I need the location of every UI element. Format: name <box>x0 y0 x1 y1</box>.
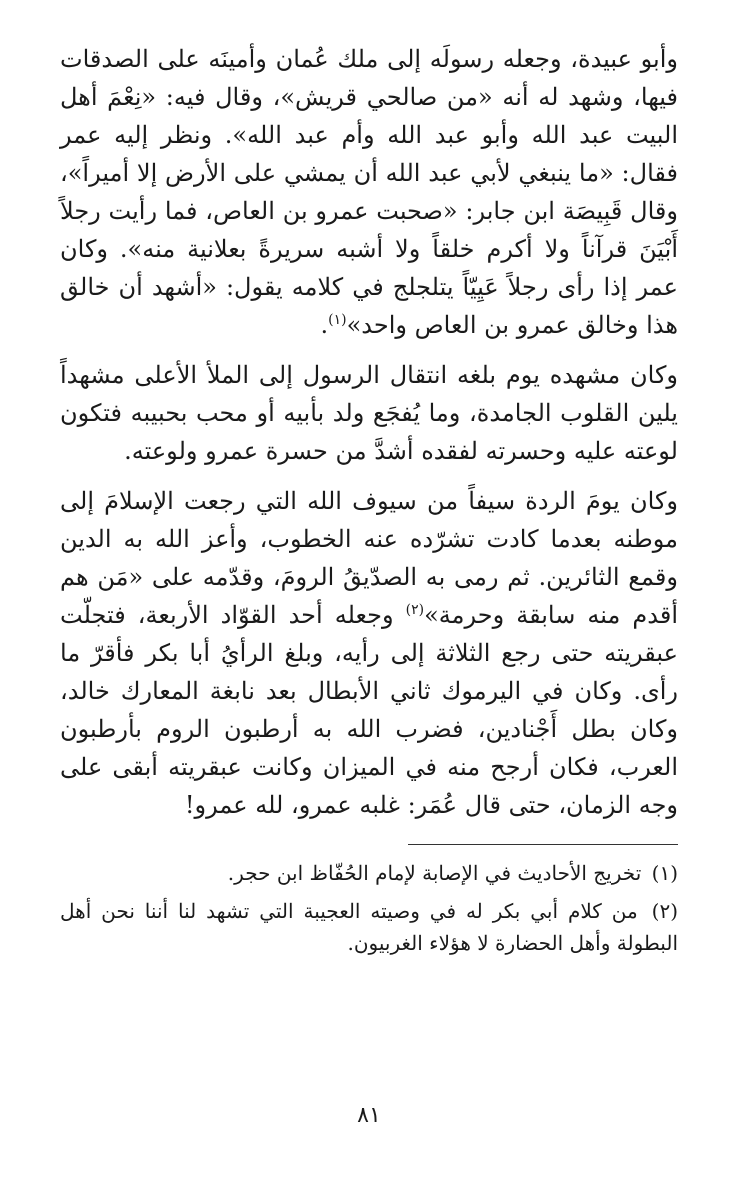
page-body <box>60 40 678 959</box>
page-number: ٨١ <box>357 1103 381 1128</box>
footnote-1 <box>60 857 678 889</box>
paragraph-3 <box>60 482 678 824</box>
footnote-2-number: (٢) <box>651 899 679 923</box>
paragraph-2 <box>60 356 678 470</box>
paragraph-1-tail: . <box>320 311 329 339</box>
paragraph-1-text: وأبو عبيدة، وجعله رسولَه إلى ملك عُمان وأمينَه على الصدقات فيها، وشهد له أنه «من صالحي قريش»، وقال فيه: «نِعْمَ أهل البيت عبد الله وأبو عبد الله وأم عبد الله». ونظر إليه عمر فقال: «ما ينبغي لأبي عبد الله أن يمشي على الأرض إلا أميراً»، وقال قَبِيصَة ابن جابر: «صحبت عمرو بن العاص، فما رأيت رجلاً أَبْيَنَ قرآناً ولا أكرم خلقاً ولا أشبه سريرةً بعلانية منه». وكان عمر إذا رأى رجلاً عَيِيّاً يتلجلج في كلامه يقول: «أشهد أن خالق هذا وخالق عمرو بن العاص واحد» <box>60 45 678 339</box>
paragraph-1 <box>60 40 678 344</box>
footnotes <box>60 857 678 959</box>
paragraph-2-text: وكان مشهده يوم بلغه انتقال الرسول إلى الملأ الأعلى مشهداً يلين القلوب الجامدة، وما يُفجَع ولد بأبيه أو محب بحبيبه فتكون لوعته عليه وحسرته لفقده أشدَّ من حسرة عمرو ولوعته. <box>60 361 678 465</box>
footnote-ref-2[interactable]: (٢) <box>405 602 425 618</box>
footnote-1-number: (١) <box>651 861 678 885</box>
footnote-2 <box>60 895 678 959</box>
footnote-2-text: من كلام أبي بكر له في وصيته العجيبة التي تشهد لنا أننا نحن أهل البطولة وأهل الحضارة لا هؤلاء الغربيون. <box>60 899 678 955</box>
footnote-1-text: تخريج الأحاديث في الإصابة لإمام الحُفّاظ ابن حجر. <box>227 861 642 885</box>
footnote-ref-1[interactable]: (١) <box>328 312 347 328</box>
paragraph-3-text: وكان يومَ الردة سيفاً من سيوف الله التي رجعت الإسلامَ إلى موطنه بعدما كادت تشرّده عنه الخطوب، وأعز الله به الدين وقمع الثائرين. ثم رمى به الصدّيقُ الرومَ، وقدّمه على «مَن هم أقدم منه سابقة وحرمة» <box>60 487 678 629</box>
paragraph-3-tail: وجعله أحد القوّاد الأربعة، فتجلّت عبقريته حتى رجع الثلاثة إلى رأيه، وبلغ الرأيُ أبا بكر فأقرّ ما رأى. وكان في اليرموك ثاني الأبطال بعد نابغة المعارك خالد، وكان بطل أَجْنادين، فضرب الله به أرطبون الروم بأرطبون العرب، فكان أرجح منه في الميزان وكانت عبقريته أبقى على وجه الزمان، حتى قال عُمَر: غلبه عمرو، لله عمرو! <box>60 601 678 819</box>
footnote-divider <box>408 844 678 845</box>
